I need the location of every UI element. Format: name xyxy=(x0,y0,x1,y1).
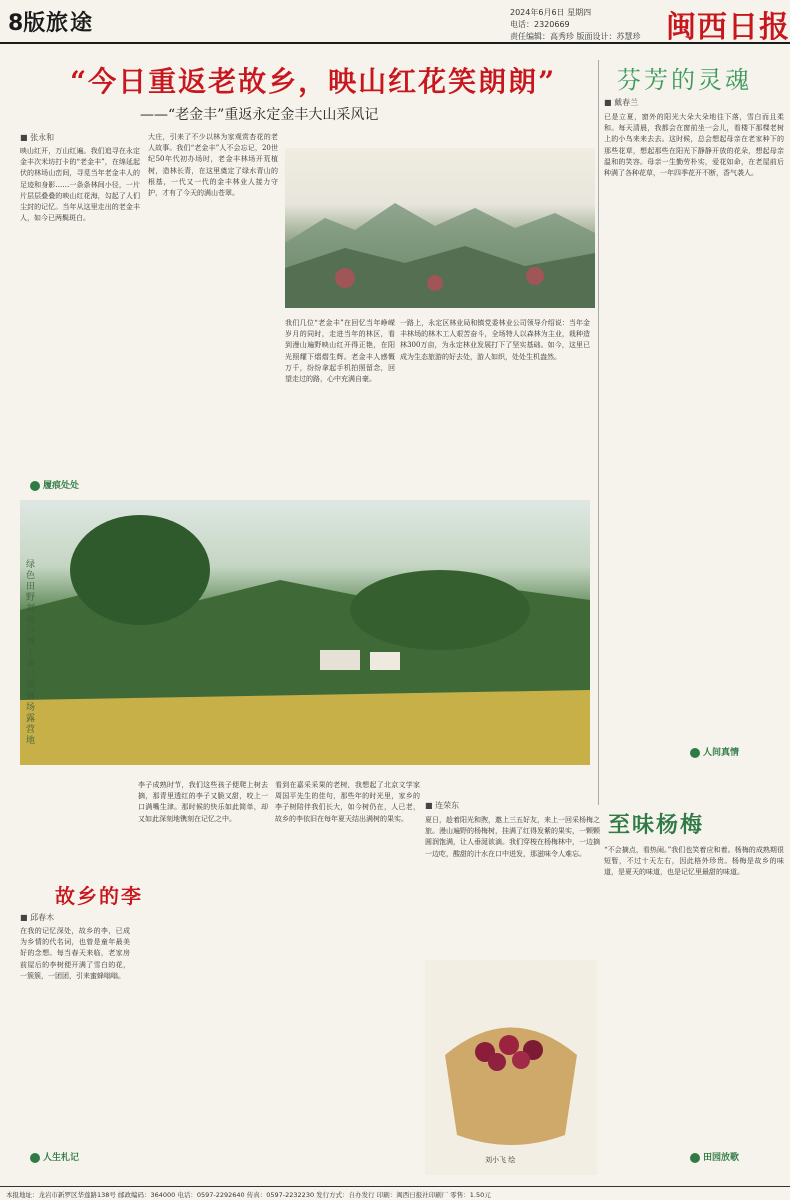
lead-column-1: 映山红开，万山红遍。我们追寻在永定金丰次米坊打卡的“老金丰”，在绵延起伏的林场山峦间，寻觅当年老金丰人的足迹和身影……一条条林间小径，一片片层层叠叠的映山红花海，勾起了人们尘封的记忆。当年从这里走出的老金丰人，如今已两鬓斑白。 xyxy=(20,147,140,223)
flower-icon xyxy=(690,748,700,758)
lead-column-2: 大庄，引来了不少以林为家观赏杏花的老人故事。我们“老金丰”人不会忘记，20世纪50年代初办场时，老金丰林场开荒植树，造林长青，在这里奠定了绿水青山的根基，一代又一代的金丰林业人接力守护，才有了今天的满山苍翠。 xyxy=(148,133,278,198)
tag-rensheng: 人生札记 xyxy=(30,1150,79,1163)
guxiang-column-3: 看到在嘉采采果的老树，我想起了北京文学家周国平先生的佳句，那些年的时光里，家乡的李子树陪伴我们长大，如今树仍在，人已老，故乡的李依旧在每年夏天结出满树的果实。 xyxy=(275,781,420,823)
editors: 责任编辑：高秀珍 版面设计：苏慧珍 xyxy=(510,32,641,41)
lingo-body: 已是立夏，窗外的阳光大朵大朵地往下落，雪白而且柔和。每天清晨，我都会在窗前坐一会儿，看楼下那棵老树上的小鸟来来去去。这时候，总会想起母亲在老家种下的那些花草，想起那些在阳光下静静开放的花朵，想起母亲温和的笑容。母亲一生勤劳朴实，爱花如命，在老屋前后种满了各种花草，一年四季花开不断，香气袭人。 xyxy=(604,113,784,178)
tag-lvhen: 履痕处处 xyxy=(30,478,79,491)
section-name: 旅途 xyxy=(46,11,95,36)
masthead-logo: 闽西日报 xyxy=(666,10,790,45)
fruit-basket-illustration xyxy=(425,960,597,1175)
guxiang-byline: ■ 邱春木 xyxy=(20,913,55,922)
forest-photo-caption: 绿色田野 刘丽芬 摄于迪口镇林场露营地 xyxy=(26,560,36,746)
lead-article-title: “今日重返老故乡，映山红花笑朗朗” xyxy=(70,65,557,98)
guxiang-column-2: 李子成熟时节，我们这些孩子便爬上树去摘，那青里透红的李子又脆又甜，咬上一口满嘴生津。那时候的快乐如此简单，却又如此深刻地镌刻在记忆之中。 xyxy=(138,781,268,823)
page-number: 8版 xyxy=(8,11,46,36)
yangmei-byline: ■ 连荣东 xyxy=(425,801,460,810)
bayberry-basket-painting xyxy=(425,960,597,1175)
guxiang-article-title: 故乡的李 xyxy=(55,884,143,908)
yangmei-article-title: 至味杨梅 xyxy=(608,812,705,838)
header-meta xyxy=(510,7,641,43)
pen-icon xyxy=(30,1153,40,1163)
page-footer: 本报地址：龙岩市新罗区华莲路138号 邮政编码：364000 电话：0597-2292640 传真：0597-2232230 发行方式：自办发行 印刷：闽西日报社印刷厂 零售：1.50元 xyxy=(0,1186,790,1200)
leaf-icon xyxy=(30,481,40,491)
lingo-byline: ■ 戴春兰 xyxy=(604,98,639,107)
phone: 电话：2320669 xyxy=(510,20,570,29)
mountain-scenery-illustration xyxy=(285,148,595,308)
issue-date: 2024年6月6日 星期四 xyxy=(510,8,592,17)
mountain-painting-image xyxy=(285,148,595,308)
forest-landscape-illustration xyxy=(20,500,590,765)
guxiang-column-1: 在我的记忆深处，故乡的李，已成为乡情的代名词，也曾是童年最美好的念想。每当春天来临，老家房前屋后的李树便开满了雪白的花，一簇簇，一团团，引来蜜蜂嗡嗡。 xyxy=(20,927,130,980)
tag-renjian: 人间真情 xyxy=(690,745,739,758)
lead-column-4: 一路上，永定区林业局和镇党委林业公司领导介绍说：当年金丰林场的林木工人艰苦奋斗，全场特人以森林为主业，栽种造林300万亩，为永定林业发展打下了坚实基础。如今，这里已成为生态旅游的好去处，游人如织，处处生机盎然。 xyxy=(400,319,590,361)
tag-tianyuan: 田园放歌 xyxy=(690,1150,739,1163)
column-divider xyxy=(598,60,599,805)
painting-credit: 刘小飞 绘 xyxy=(485,1156,516,1164)
page-header xyxy=(0,0,790,44)
yangmei-column-1: 夏日，趁着阳光和煦，邀上三五好友，来上一回采杨梅之旅。漫山遍野的杨梅树，挂满了红得发紫的果实，一颗颗圆润饱满，让人垂涎欲滴。我们穿梭在杨梅林中，一边摘一边吃，酸甜的汁水在口中迸发，那滋味令人难忘。 xyxy=(425,816,600,858)
lingo-article-title: 芬芳的灵魂 xyxy=(617,66,752,94)
lead-article-subtitle: ——“老金丰”重返永定金丰大山采风记 xyxy=(140,107,379,123)
sprout-icon xyxy=(690,1153,700,1163)
lead-byline: ■ 张永和 xyxy=(20,133,55,142)
forest-camp-photo xyxy=(20,500,590,765)
lead-column-3: 我们几位“老金丰”在回忆当年峥嵘岁月的同时，走进当年的林区，看到漫山遍野映山红开得正艳，在阳光照耀下熠熠生辉。老金丰人感慨万千，纷纷拿起手机拍照留念，回望走过的路，心中充满自豪。 xyxy=(285,319,395,384)
yangmei-column-2: “不会摘点，看热闹。”我们也笑着应和着。杨梅的成熟期很短暂，不过十天左右，因此格外珍贵。杨梅是故乡的味道，是夏天的味道，也是记忆里最甜的味道。 xyxy=(604,846,784,877)
